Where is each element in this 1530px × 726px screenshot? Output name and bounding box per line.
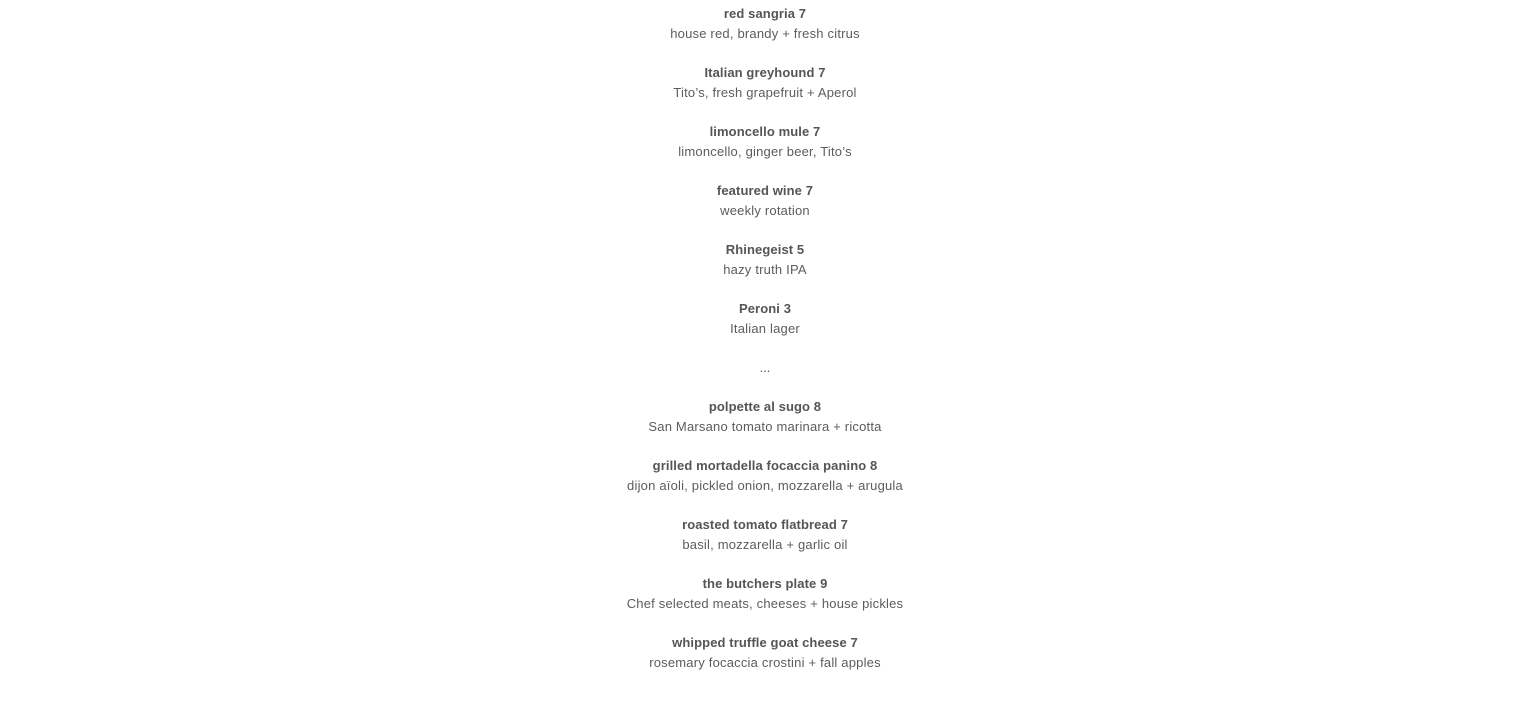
menu-item-name: roasted tomato flatbread 7	[682, 517, 848, 532]
menu-item-tomato-flatbread	[0, 515, 1530, 574]
menu-item-rhinegeist	[0, 240, 1530, 299]
menu-item-name: Rhinegeist 5	[725, 242, 805, 257]
menu-item-peroni	[0, 299, 1530, 358]
menu-item-name: the butchers plate 9	[702, 576, 828, 591]
drinks-list	[0, 4, 1530, 358]
menu-item-name: Peroni 3	[738, 301, 792, 316]
menu-item-featured-wine	[0, 181, 1530, 240]
menu-item-italian-greyhound	[0, 63, 1530, 122]
menu-item-description: Italian lager	[730, 321, 800, 336]
menu-item-description: limoncello, ginger beer, Tito’s	[678, 144, 852, 159]
menu-item-description: Tito’s, fresh grapefruit + Aperol	[673, 85, 857, 100]
menu-item-butchers-plate	[0, 574, 1530, 633]
menu-item-description: rosemary focaccia crostini + fall apples	[649, 655, 881, 670]
menu-item-description: house red, brandy + fresh citrus	[670, 26, 860, 41]
menu-item-description: hazy truth IPA	[723, 262, 807, 277]
menu-item-limoncello-mule	[0, 122, 1530, 181]
menu-item-description: San Marsano tomato marinara + ricotta	[648, 419, 882, 434]
menu-item-name: featured wine 7	[716, 183, 814, 198]
menu-item-name: grilled mortadella focaccia panino 8	[652, 458, 878, 473]
menu-item-name: polpette al sugo 8	[708, 399, 822, 414]
happy-hour-menu	[0, 4, 1530, 692]
menu-item-name: Italian greyhound 7	[704, 65, 826, 80]
menu-item-description: dijon aïoli, pickled onion, mozzarella + arugula	[627, 478, 903, 493]
menu-item-description: basil, mozzarella + garlic oil	[682, 537, 848, 552]
menu-item-polpette	[0, 397, 1530, 456]
menu-item-name: red sangria 7	[723, 6, 807, 21]
section-separator: ...	[759, 360, 771, 375]
menu-item-name: limoncello mule 7	[709, 124, 821, 139]
menu-item-red-sangria	[0, 4, 1530, 63]
menu-item-description: Chef selected meats, cheeses + house pickles	[626, 596, 904, 611]
food-list	[0, 397, 1530, 692]
menu-item-mortadella-panino	[0, 456, 1530, 515]
menu-item-truffle-goat-cheese	[0, 633, 1530, 692]
menu-item-name: whipped truffle goat cheese 7	[672, 635, 858, 650]
menu-item-description: weekly rotation	[720, 203, 810, 218]
